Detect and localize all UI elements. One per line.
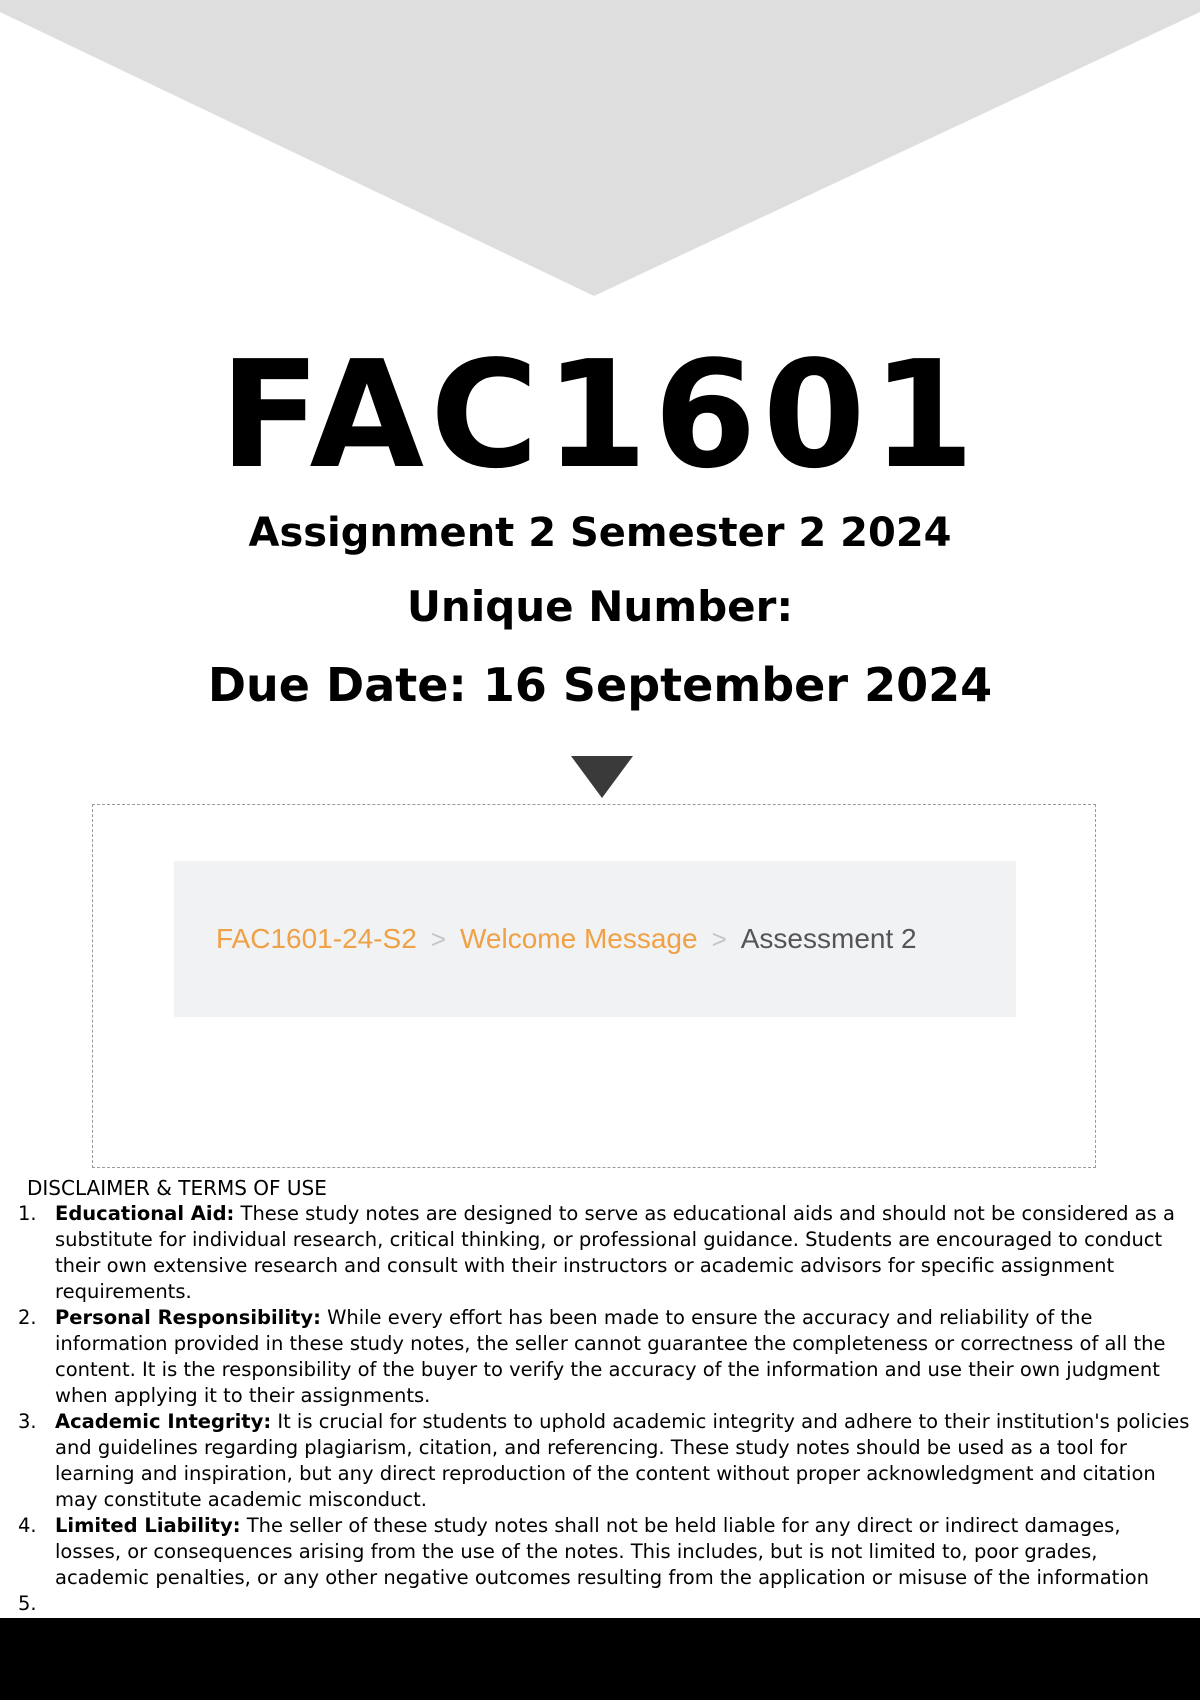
breadcrumb: [174, 861, 1016, 1017]
term-number: 3.: [18, 1410, 37, 1433]
disclaimer-heading: DISCLAIMER & TERMS OF USE: [27, 1176, 327, 1200]
term-heading: Educational Aid:: [55, 1202, 235, 1225]
term-heading: Academic Integrity:: [55, 1410, 272, 1433]
term-item: [18, 1591, 1190, 1617]
breadcrumb-item-current: Assessment 2: [740, 923, 917, 954]
chevron-right-icon: >: [711, 923, 727, 954]
term-number: 5.: [18, 1592, 37, 1615]
term-text: While every effort has been made to ensure the accuracy and reliability of the information provided in these study notes, the seller cannot guarantee the completeness or correctness of all the content. It is the responsibility of the buyer to verify the accuracy of the information and use their own judgment when applying it to their assignments.: [55, 1306, 1166, 1407]
due-date: Due Date: 16 September 2024: [207, 658, 993, 712]
breadcrumb-item-welcome-message[interactable]: Welcome Message: [459, 923, 698, 954]
breadcrumb-item-course[interactable]: FAC1601-24-S2: [216, 923, 417, 954]
term-heading: Limited Liability:: [55, 1514, 241, 1537]
bottom-black-bar: [0, 1618, 1200, 1700]
term-text: These study notes are designed to serve as educational aids and should not be considered as a substitute for individual research, critical thinking, or professional guidance. Students are encouraged to conduct their own extensive research and consult with their instructors or academic advisors for specific assignment requirements.: [55, 1202, 1175, 1303]
term-item: [18, 1513, 1190, 1591]
assignment-subtitle: Assignment 2 Semester 2 2024: [248, 510, 952, 556]
term-item: [18, 1305, 1190, 1409]
term-number: 4.: [18, 1514, 37, 1537]
term-heading: Personal Responsibility:: [55, 1306, 321, 1329]
top-chevron-banner: [0, 0, 1200, 300]
term-text: It is crucial for students to uphold academic integrity and adhere to their institution's policies and guidelines regarding plagiarism, citation, and referencing. These study notes should be used as a tool for learning and inspiration, but any direct reproduction of the content without proper acknowledgment and citation may constitute academic misconduct.: [55, 1410, 1190, 1511]
term-text: The seller of these study notes shall not be held liable for any direct or indirect damages, losses, or consequences arising from the use of the notes. This includes, but is not limited to, poor grades, academic penalties, or any other negative outcomes resulting from the application or misuse of the information: [55, 1514, 1150, 1589]
terms-list: [18, 1201, 1190, 1617]
term-number: 2.: [18, 1306, 37, 1329]
unique-number-label: Unique Number:: [406, 582, 794, 631]
down-arrow-icon: [571, 756, 633, 798]
course-code-title: FAC1601: [219, 329, 981, 501]
term-number: 1.: [18, 1202, 37, 1225]
term-item: [18, 1201, 1190, 1305]
chevron-right-icon: >: [430, 923, 446, 954]
term-item: [18, 1409, 1190, 1513]
